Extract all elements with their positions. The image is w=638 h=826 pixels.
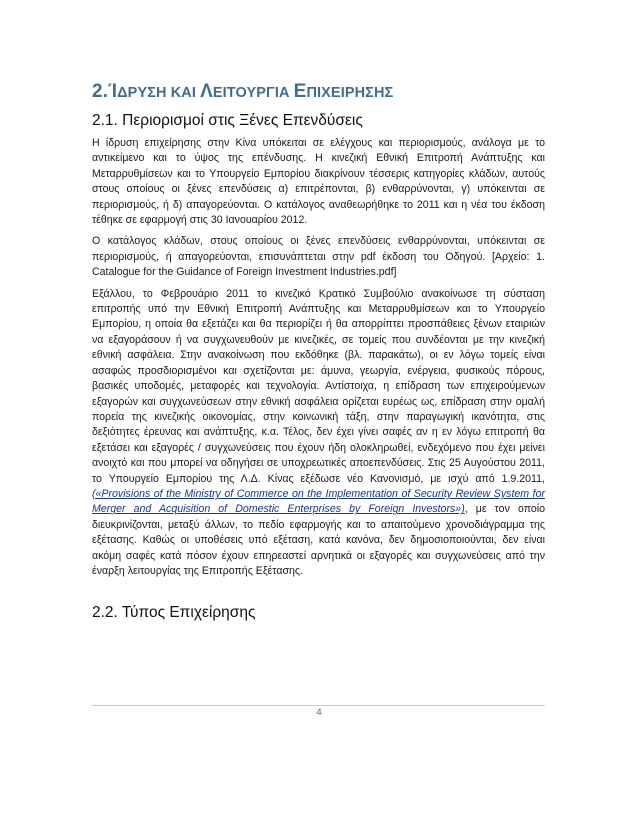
paragraph-3 [92, 287, 545, 580]
section-heading [92, 80, 545, 105]
paragraph-3-text-after: , με τον οποίο διευκρινίζονται, μεταξύ άλλων, το πεδίο εφαρμογής και το απαιτούμενο χρονοδιάγραμμα της εξέτασης. Καθώς οι υποθέσεις υπό εξέταση, κατά κανόνα, δεν δημοσιοποιούνται, δεν είναι ακόμη σαφές κατά πόσον έχουν επηρεαστεί αρνητικά οι εξαγορές και συγχωνεύσεις από την έναρξη λειτουργίας της Επιτροπής Εξέτασης. [92, 503, 545, 577]
paragraph-3-text-before: Εξάλλου, το Φεβρουάριο 2011 το κινεζικό Κρατικό Συμβούλιο ανακοίνωσε τη σύσταση επιτροπής υπό την Εθνική Επιτροπή Ανάπτυξης και Μεταρρυθμίσεων και το Υπουργείο Εμπορίου, η οποία θα εξετάζει και θα περιορίζει ή θα απορρίπτει προσπάθειες ξένων εταιριών να εξαγοράσουν ή να συγχωνευθούν με κινεζικές, σε τομείς που συνδέονται με την κινεζική εθνική ασφάλεια. Στην ανακοίνωση που εκδόθηκε (βλ. παρακάτω), οι εν λόγω τομείς είναι ασαφώς προσδιορισμένοι και σχετίζονται με: άμυνα, γεωργία, ενέργεια, φυσικούς πόρους, βασικές υποδομές, μεταφορές και τεχνολογία. Αντίστοιχα, η επίδραση των επιχειρούμενων εξαγορών και συγχωνεύσεων στην εθνική ασφάλεια ορίζεται ευρέως ως, επίδραση στην ομαλή πορεία της κινεζικής οικονομίας, στην κοινωνική τάξη, στην παραγωγική ικανότητα, στις δεξιότητες έρευνας και ανάπτυξης, κ.α. Τέλος, δεν έχει γίνει σαφές αν η εν λόγω επιτροπή θα εξετάσει και εξαγορές / συγχωνεύσεις που έχουν ήδη ολοκληρωθεί, ενδεχόμενο που έχει μείνει ανοιχτό και που μπορεί να οδηγήσει σε υποχρεωτικές αποεπενδύσεις. Στις 25 Αυγούστου 2011, το Υπουργείο Εμπορίου της Λ.Δ. Κίνας εξέδωσε νέο Κανονισμό, με ισχύ από 1.9.2011, [92, 287, 545, 485]
subsection-heading-2-2: 2.2. Τύπος Επιχείρησης [92, 604, 256, 622]
provisions-link[interactable]: («Provisions of the Ministry of Commerce on the Implementation of Security Review System for Merger and Acquisition of Domestic Enterprises by Foreign Investors») [92, 487, 545, 516]
section-title-part: Λ [200, 81, 213, 102]
page-content [92, 80, 545, 623]
section-title-part: ΠΙΧΕΙΡΗΣΗΣ [306, 85, 394, 101]
section-title-part: Ε [293, 81, 307, 102]
page-number: 4 [316, 707, 322, 718]
section-title-part: ΕΙΤΟΥΡΓΙΑ [212, 85, 294, 101]
footer-divider [92, 705, 545, 706]
paragraph-1: Η ίδρυση επιχείρησης στην Κίνα υπόκειται σε ελέγχους και περιορισμούς, ανάλογα με το αντικείμενο και το ύψος της επένδυσης. Η κινεζική Εθνική Επιτροπή Ανάπτυξης και Μεταρρυθμίσεων και το Υπουργείο Εμπορίου διακρίνουν τέσσερις κατηγορίες κλάδων, αυτούς στους οποίους οι ξένες επενδύσεις α) επιτρέπονται, β) ενθαρρύνονται, γ) υπόκεινται σε περιορισμούς, ή δ) απαγορεύονται. Ο κατάλογος αναθεωρήθηκε το 2011 και η νέα του έκδοση τέθηκε σε εφαρμογή στις 30 Ιανουαρίου 2012. [92, 137, 545, 227]
section-number: 2. [92, 81, 109, 102]
section-title [108, 81, 393, 102]
section-title-part: Ί [108, 81, 118, 102]
paragraph-2: Ο κατάλογος κλάδων, στους οποίους οι ξένες επενδύσεις ενθαρρύνονται, υπόκεινται σε περιορισμούς, ή απαγορεύονται, επισυνάπτεται στην pdf έκδοση του Οδηγού. [Αρχείο: 1. Catalogue for the Guidance of Foreign Investment Industries.pdf] [92, 235, 545, 279]
subsection-heading-2-1: 2.1. Περιορισμοί στις Ξένες Επενδύσεις [92, 112, 363, 129]
section-title-part: ΔΡΥΣΗ ΚΑΙ [117, 85, 201, 101]
